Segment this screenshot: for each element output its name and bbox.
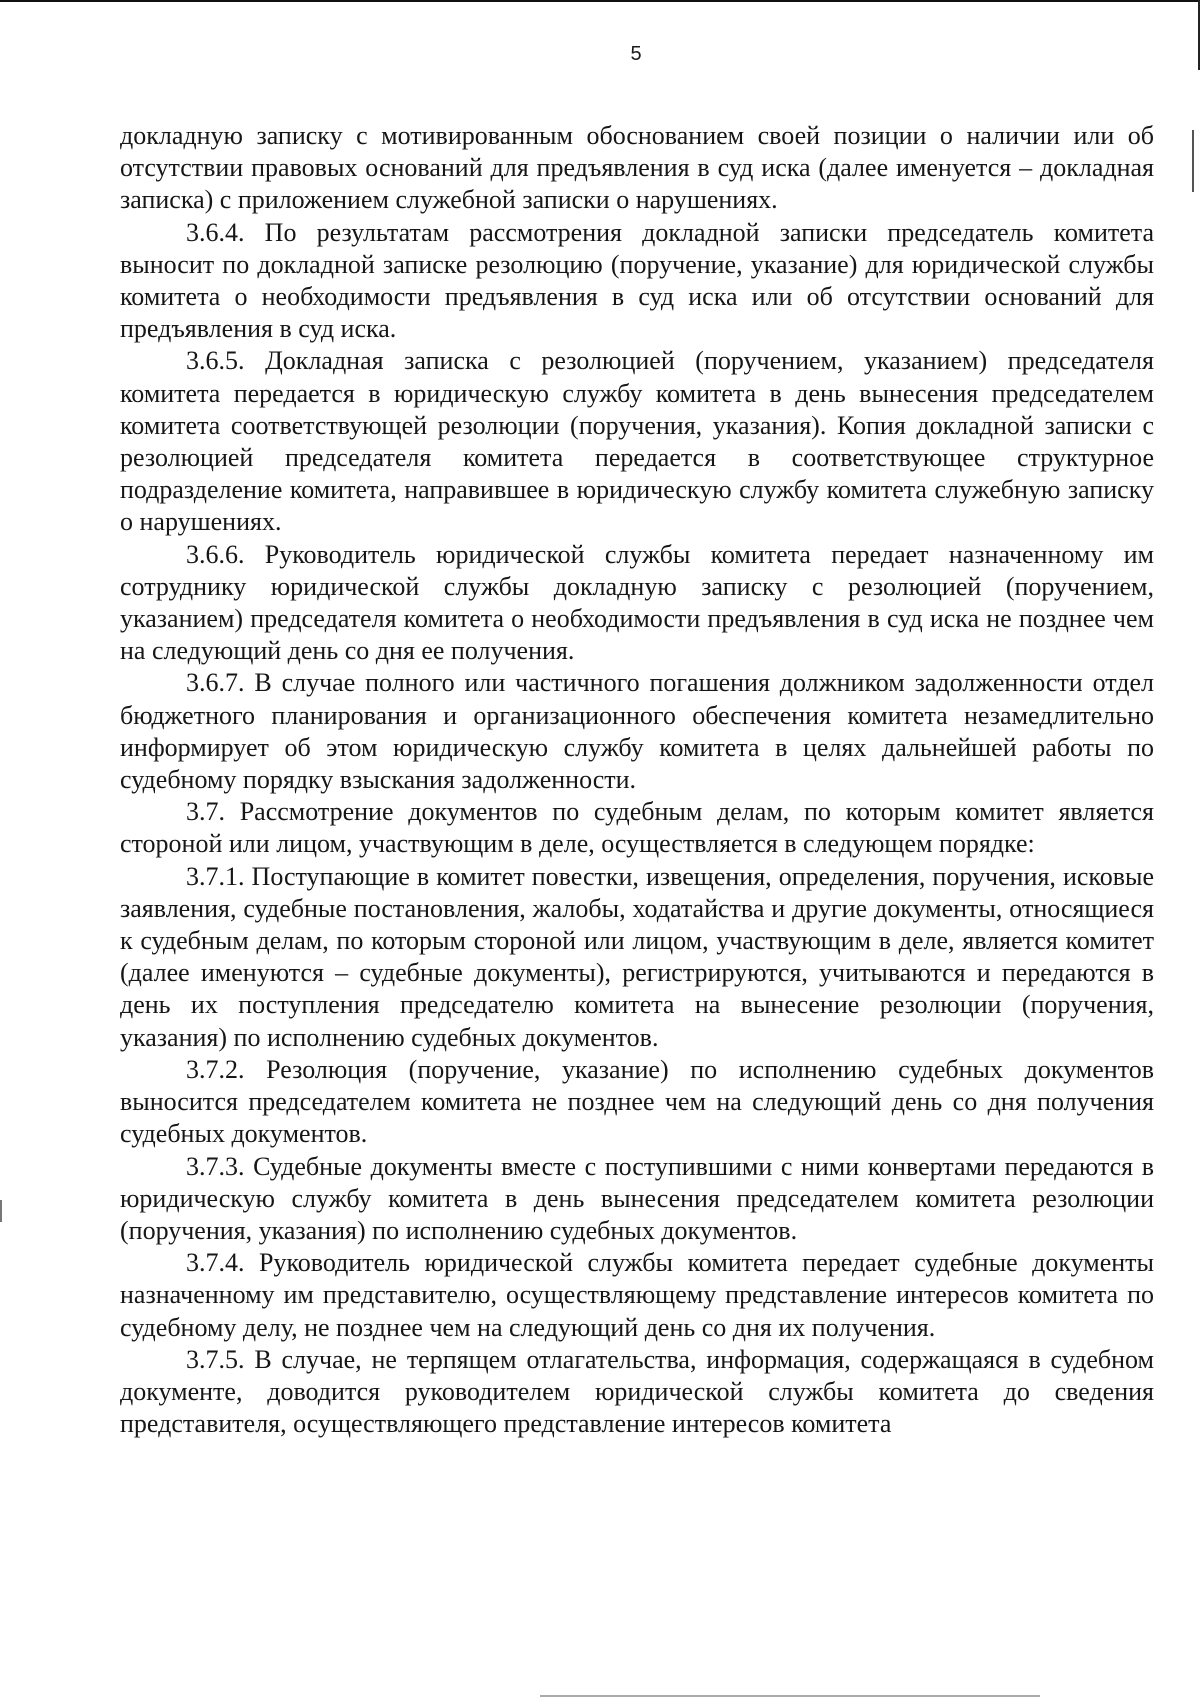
page-number: 5 xyxy=(630,43,642,65)
paragraph-3-7-3: 3.7.3. Судебные документы вместе с поступившими с ними конвертами передаются в юридическую службу комитета в день вынесения председателем комитета резолюции (поручения, указания) по исполнению судебных документов. xyxy=(120,1151,1154,1245)
scan-mark-bottom xyxy=(540,1695,1040,1697)
scan-edge-top xyxy=(0,0,1200,2)
paragraph-3-6-4: 3.6.4. По результатам рассмотрения докладной записки председатель комитета выносит по докладной записке резолюцию (поручение, указание) для юридической службы комитета о необходимости предъявления в суд иска или об отсутствии оснований для предъявления в суд иска. xyxy=(120,217,1154,344)
paragraph-continuation: докладную записку с мотивированным обоснованием своей позиции о наличии или об отсутствии правовых оснований для предъявления в суд иска (далее именуется – докладная записка) с приложением служебной записки о нарушениях. xyxy=(120,121,1154,215)
scan-mark-left xyxy=(0,1200,2,1222)
paragraph-3-6-7: 3.6.7. В случае полного или частичного погашения должником задолженности отдел бюджетного планирования и организационного обеспечения комитета незамедлительно информирует об этом юридическую службу комитета в целях дальнейшей работы по судебному порядку взыскания задолженности. xyxy=(120,668,1154,795)
document-body xyxy=(120,120,1154,1440)
paragraph-3-6-6: 3.6.6. Руководитель юридической службы комитета передает назначенному им сотруднику юридической службы докладную записку с резолюцией (поручением, указанием) председателя комитета о необходимости предъявления в суд иска не позднее чем на следующий день со дня ее получения. xyxy=(120,539,1154,666)
paragraph-3-7-5: 3.7.5. В случае, не терпящем отлагательства, информация, содержащаяся в судебном документе, доводится руководителем юридической службы комитета до сведения представителя, осуществляющего представление интересов комитета xyxy=(120,1344,1154,1439)
paragraph-3-6-5: 3.6.5. Докладная записка с резолюцией (поручением, указанием) председателя комитета передается в юридическую службу комитета в день вынесения председателем комитета соответствующей резолюции (поручения, указания). Копия докладной записки с резолюцией председателя комитета передается в соответствующее структурное подразделение комитета, направившее в юридическую службу комитета служебную записку о нарушениях. xyxy=(120,346,1154,537)
paragraph-3-7-1: 3.7.1. Поступающие в комитет повестки, извещения, определения, поручения, исковые заявления, судебные постановления, жалобы, ходатайства и другие документы, относящиеся к судебным делам, по которым стороной или лицом, участвующим в деле, является комитет (далее именуются – судебные документы), регистрируются, учитываются и передаются в день их поступления председателю комитета на вынесение резолюции (поручения, указания) по исполнению судебных документов. xyxy=(120,861,1154,1052)
paragraph-3-7: 3.7. Рассмотрение документов по судебным делам, по которым комитет является стороной или лицом, участвующим в деле, осуществляется в следующем порядке: xyxy=(120,797,1154,859)
paragraph-3-7-2: 3.7.2. Резолюция (поручение, указание) по исполнению судебных документов выносится председателем комитета не позднее чем на следующий день со дня получения судебных документов. xyxy=(120,1054,1154,1149)
paragraph-3-7-4: 3.7.4. Руководитель юридической службы комитета передает судебные документы назначенному им представителю, осуществляющему представление интересов комитета по судебному делу, не позднее чем на следующий день со дня их получения. xyxy=(120,1248,1154,1342)
scan-mark-right xyxy=(1192,130,1194,192)
